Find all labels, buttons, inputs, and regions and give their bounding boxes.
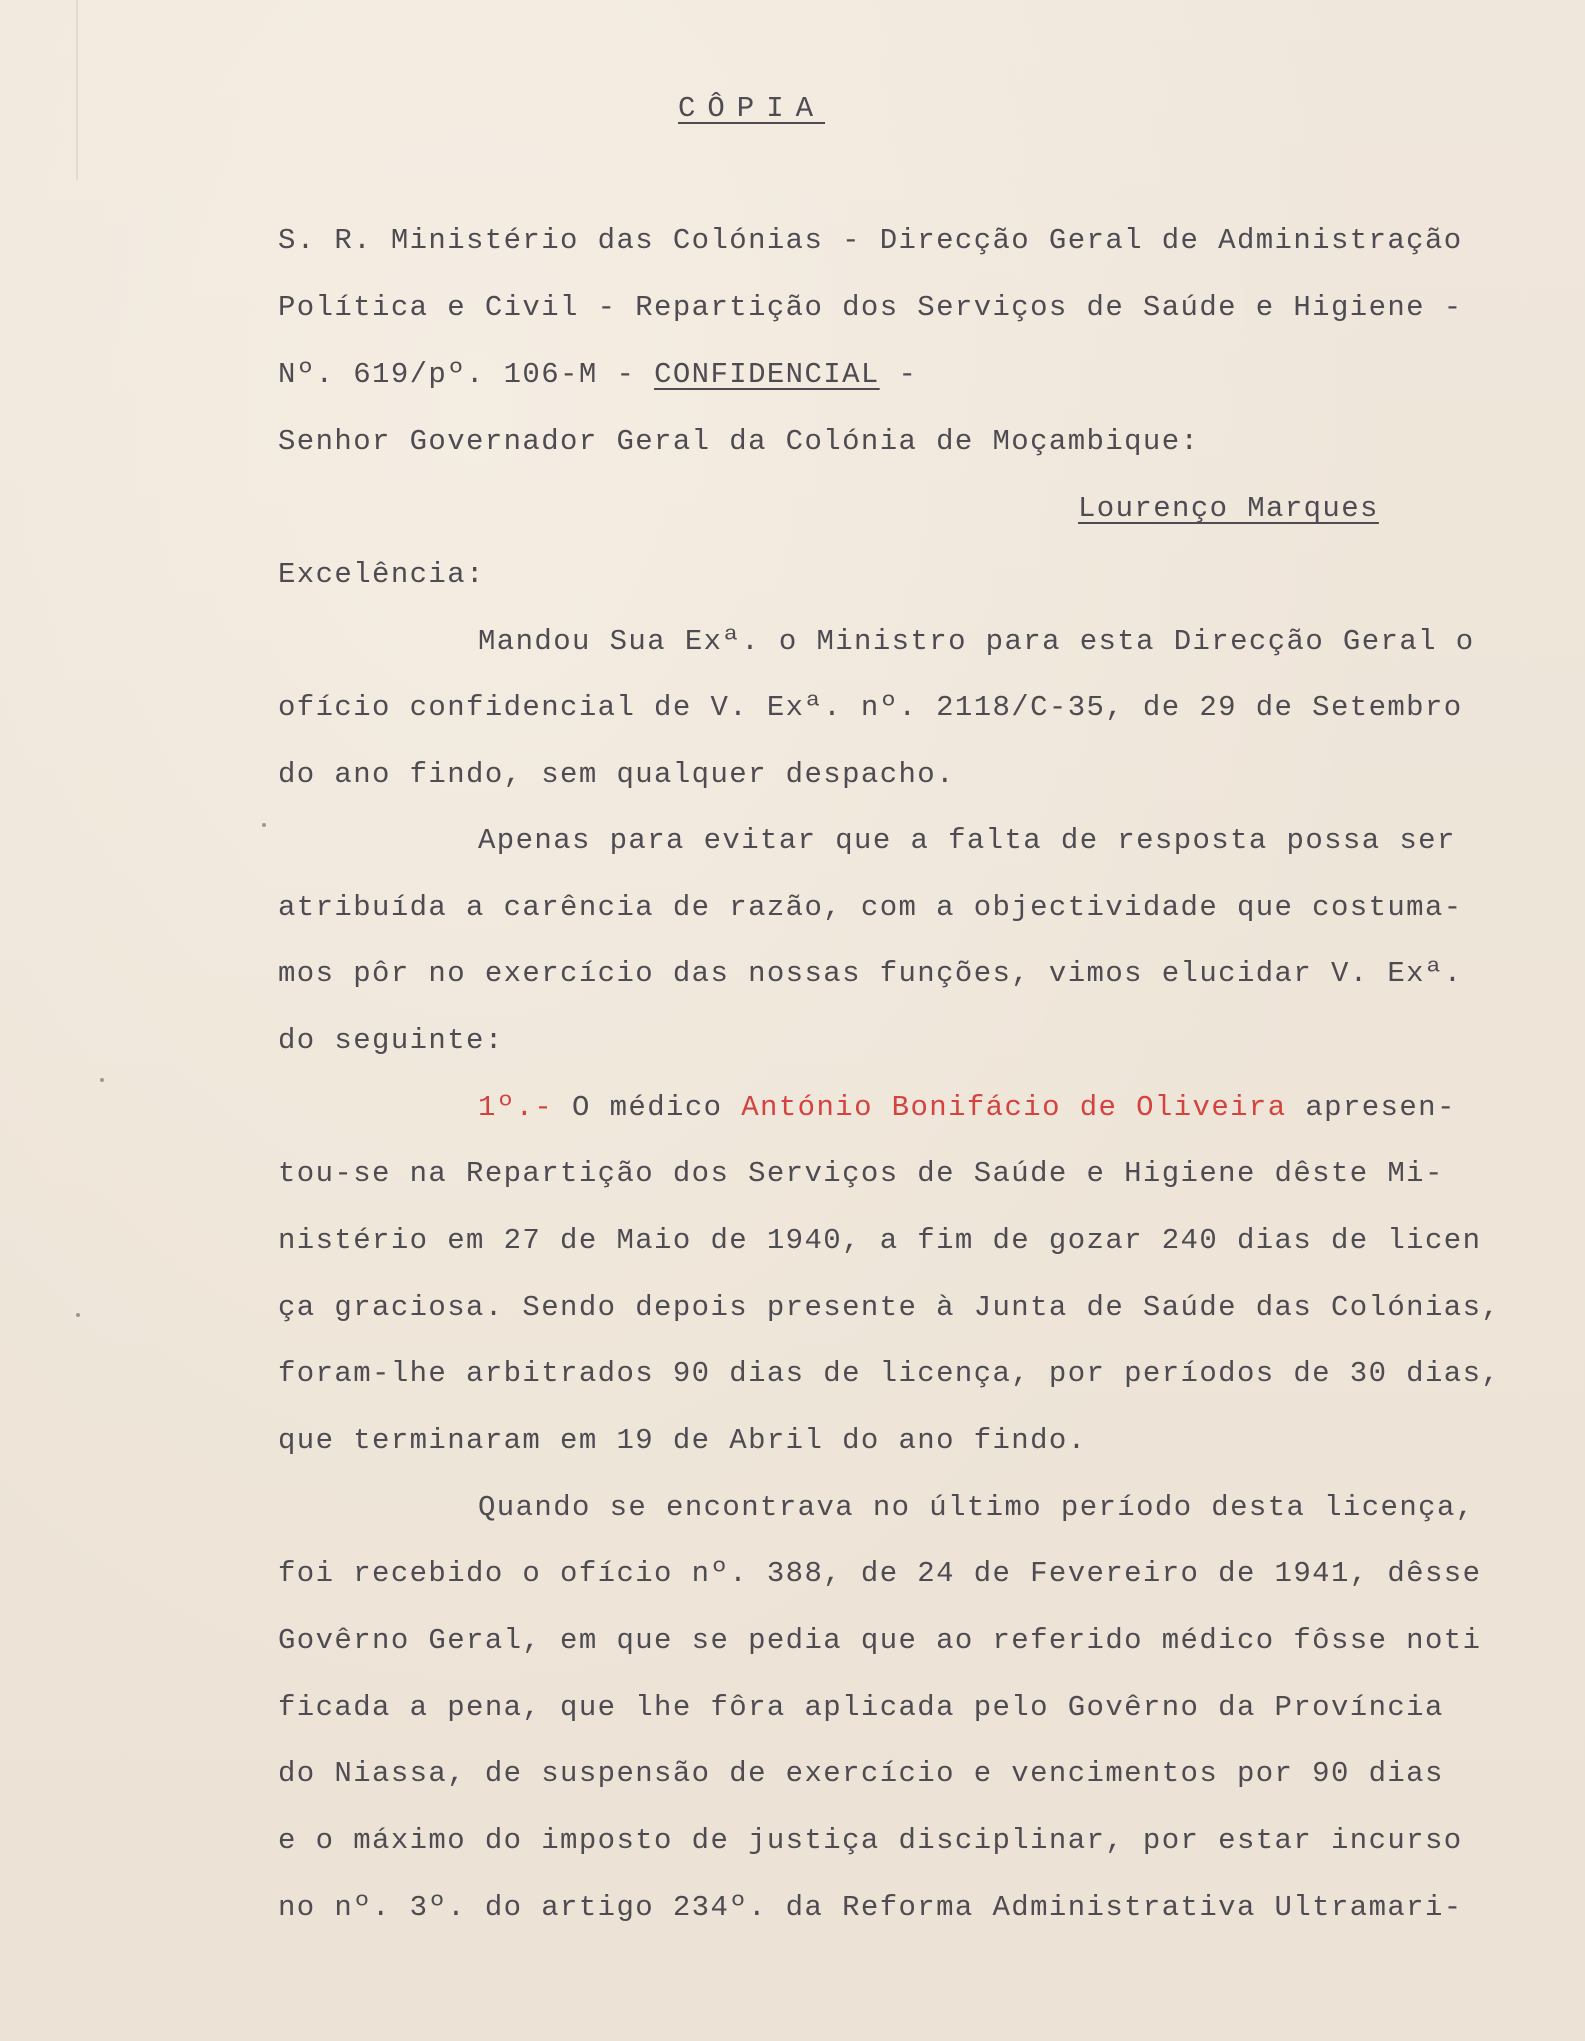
header-line-1: S. R. Ministério das Colónias - Direcção Geral de Administração <box>278 224 1463 257</box>
paragraph-1-line: ofício confidencial de V. Exª. nº. 2118/C-35, de 29 de Setembro <box>278 691 1463 724</box>
confidential-mark: CONFIDENCIAL <box>654 358 880 391</box>
item-1-line: nistério em 27 de Maio de 1940, a fim de gozar 240 dias de licen <box>278 1224 1482 1257</box>
salutation: Excelência: <box>278 558 485 591</box>
paragraph-3-line: ficada a pena, que lhe fôra aplicada pelo Govêrno da Província <box>278 1691 1444 1724</box>
addressee: Senhor Governador Geral da Colónia de Moçambique: <box>278 425 1200 458</box>
reference-line <box>278 357 917 393</box>
paper-speck <box>100 1078 104 1082</box>
item-1-intro: O médico <box>553 1091 742 1124</box>
paragraph-3-line: do Niassa, de suspensão de exercício e vencimentos por 90 dias <box>278 1757 1444 1790</box>
reference-suffix: - <box>879 358 918 391</box>
paragraph-3-line: Quando se encontrava no último período desta licença, <box>478 1491 1475 1524</box>
item-1-line: tou-se na Repartição dos Serviços de Saúde e Higiene dêste Mi- <box>278 1157 1444 1190</box>
paper-speck <box>262 823 266 827</box>
location: Lourenço Marques <box>1078 492 1379 525</box>
paragraph-3-line: foi recebido o ofício nº. 388, de 24 de Fevereiro de 1941, dêsse <box>278 1557 1482 1590</box>
reference-number: Nº. 619/pº. 106-M - <box>278 358 655 391</box>
item-1-number: 1º.- <box>478 1091 554 1124</box>
item-1-line: foram-lhe arbitrados 90 dias de licença, por períodos de 30 dias, <box>278 1357 1501 1390</box>
paragraph-2-line: mos pôr no exercício das nossas funções, vimos elucidar V. Exª. <box>278 957 1463 990</box>
paper-crease <box>76 0 78 180</box>
paragraph-3-line: e o máximo do imposto de justiça disciplinar, por estar incurso <box>278 1824 1463 1857</box>
item-1-first-line <box>478 1090 1456 1126</box>
header-line-2: Política e Civil - Repartição dos Serviços de Saúde e Higiene - <box>278 291 1463 324</box>
paragraph-3-line: Govêrno Geral, em que se pedia que ao referido médico fôsse noti <box>278 1624 1482 1657</box>
paragraph-3-line: no nº. 3º. do artigo 234º. da Reforma Administrativa Ultramari- <box>278 1891 1463 1924</box>
paragraph-1-line: Mandou Sua Exª. o Ministro para esta Direcção Geral o <box>478 625 1475 658</box>
paragraph-2-line: atribuída a carência de razão, com a objectividade que costuma- <box>278 891 1463 924</box>
document-title: CÔPIA <box>678 92 826 125</box>
paper-speck <box>76 1313 80 1317</box>
item-1-line: que terminaram em 19 de Abril do ano findo. <box>278 1424 1087 1457</box>
doctor-name: António Bonifácio de Oliveira <box>741 1091 1287 1124</box>
item-1-line: ça graciosa. Sendo depois presente à Junta de Saúde das Colónias, <box>278 1291 1501 1324</box>
paragraph-2-line: do seguinte: <box>278 1024 504 1057</box>
paragraph-1-line: do ano findo, sem qualquer despacho. <box>278 758 955 791</box>
paragraph-2-line: Apenas para evitar que a falta de resposta possa ser <box>478 824 1456 857</box>
item-1-continuation: apresen- <box>1286 1091 1456 1124</box>
